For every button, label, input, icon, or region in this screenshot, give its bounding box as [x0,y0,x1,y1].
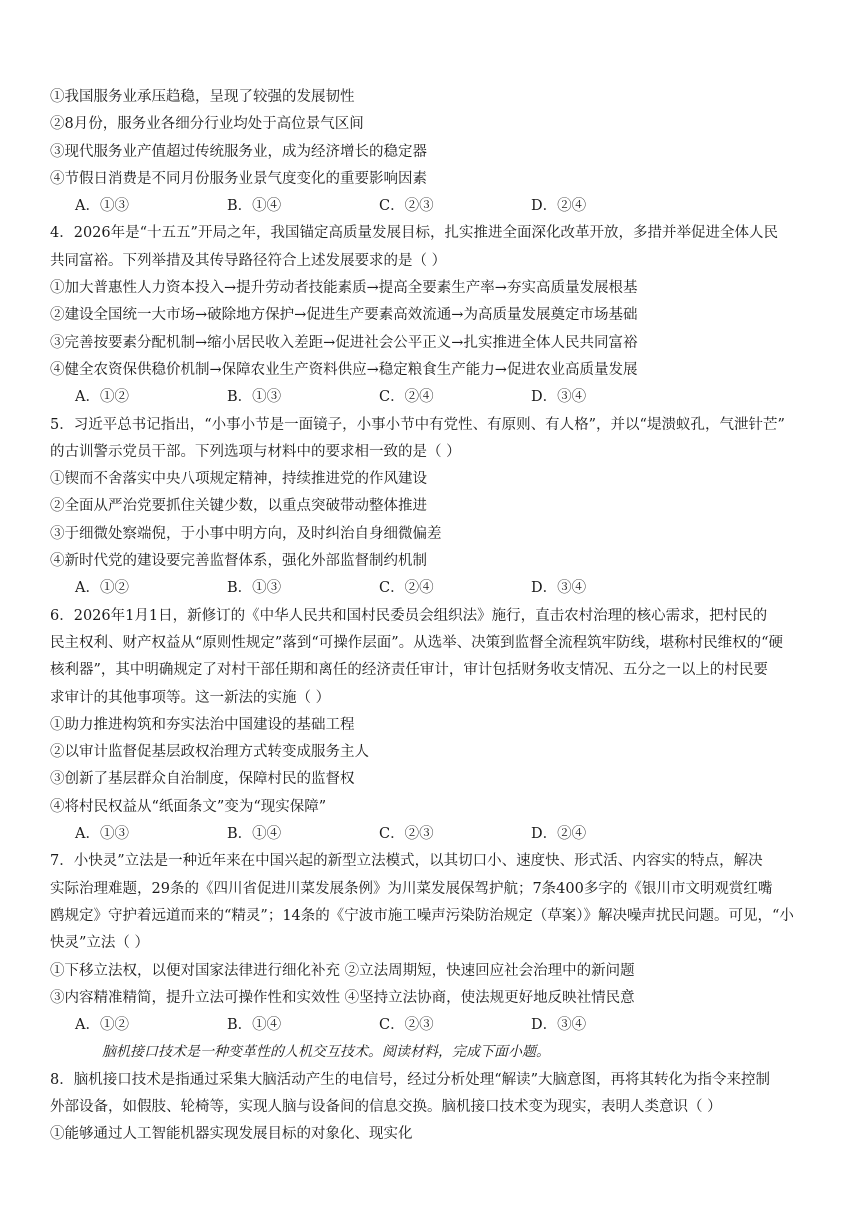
exam-page [50,84,825,1149]
question-5 [50,412,825,603]
option-c: C．②③ [379,826,434,843]
option-a: A．①③ [75,826,129,843]
statements-1-2: ①下移立法权，以便对国家法律进行细化补充 ②立法周期短，快速回应社会治理中的新问题 [50,962,635,979]
question-3-tail [50,84,825,220]
statements-3-4: ③内容精准精简，提升立法可操作性和实效性 ④坚持立法协商，使法规更好地反映社情民意 [50,989,635,1006]
statement-1: ①能够通过人工智能机器实现发展目标的对象化、现实化 [50,1126,413,1143]
answer-options [50,193,825,220]
question-8 [50,1067,825,1149]
question-stem: 快灵”立法（ ） [50,935,150,952]
statement-1: ①助力推进构筑和夯实法治中国建设的基础工程 [50,716,355,733]
statement-2: ②建设全国统一大市场→破除地方保护→促进生产要素高效流通→为高质量发展奠定市场基础 [50,307,638,324]
statement-4: ④节假日消费是不同月份服务业景气度变化的重要影响因素 [50,170,427,187]
question-4 [50,220,825,411]
statement-2: ②8月份，服务业各细分行业均处于高位景气区间 [50,116,364,133]
question-stem: 的古训警示党员干部。下列选项与材料中的要求相一致的是（ ） [50,443,461,460]
option-b: B．①④ [227,1017,282,1034]
option-a: A．①③ [75,198,129,215]
question-stem: 5．习近平总书记指出，“小事小节是一面镜子，小事小节中有党性、有原则、有人格”，并以“堤溃蚁孔，气泄针芒” [50,416,785,433]
option-d: D．③④ [531,1017,587,1034]
option-a: A．①② [75,1017,129,1034]
statement-1: ①锲而不舍落实中央八项规定精神，持续推进党的作风建设 [50,471,427,488]
question-stem: 实际治理难题，29条的《四川省促进川菜发展条例》为川菜发展保驾护航；7条400多字的《银川市文明观赏红嘴 [50,880,773,897]
question-6 [50,603,825,849]
question-stem: 民主权利、财产权益从“原则性规定”落到“可操作层面”。从选举、决策到监督全流程筑牢防线，堪称村民维权的“硬 [50,634,784,651]
option-d: D．②④ [531,826,587,843]
question-stem: 7．小快灵”立法是一种近年来在中国兴起的新型立法模式，以其切口小、速度快、形式活、内容实的特点，解决 [50,853,763,870]
option-d: D．②④ [531,198,587,215]
statement-3: ③现代服务业产值超过传统服务业，成为经济增长的稳定器 [50,143,427,160]
question-stem: 核利器”，其中明确规定了对村干部任期和离任的经济责任审计，审计包括财务收支情况、五分之一以上的村民要 [50,662,768,679]
question-7 [50,848,825,1039]
option-c: C．②③ [379,1017,434,1034]
option-b: B．①③ [227,389,282,406]
option-c: C．②③ [379,198,434,215]
answer-options [50,575,825,602]
statement-1: ①我国服务业承压趋稳，呈现了较强的发展韧性 [50,89,355,105]
question-stem: 4．2026年是“十五五”开局之年，我国锚定高质量发展目标，扎实推进全面深化改革开放，多措并举促进全体人民 [50,225,778,242]
statement-4: ④新时代党的建设要完善监督体系，强化外部监督制约机制 [50,553,427,570]
option-b: B．①④ [227,198,282,215]
question-stem: 6．2026年1月1日，新修订的《中华人民共和国村民委员会组织法》施行，直击农村治理的核心需求，把村民的 [50,607,768,624]
option-b: B．①④ [227,826,282,843]
answer-options [50,1012,825,1039]
statement-4: ④将村民权益从“纸面条文”变为“现实保障” [50,798,327,815]
option-d: D．③④ [531,389,587,406]
statement-4: ④健全农资保供稳价机制→保障农业生产资料供应→稳定粮食生产能力→促进农业高质量发展 [50,361,638,378]
statement-3: ③完善按要素分配机制→缩小居民收入差距→促进社会公平正义→扎实推进全体人民共同富裕 [50,334,638,351]
statement-1: ①加大普惠性人力资本投入→提升劳动者技能素质→提高全要素生产率→夯实高质量发展根基 [50,280,638,297]
question-stem: 鸥规定》守护着远道而来的“精灵”；14条的《宁波市施工噪声污染防治规定（草案）》解决噪声扰民问题。可见，“小 [50,907,794,924]
option-d: D．③④ [531,580,587,597]
answer-options [50,821,825,848]
answer-options [50,384,825,411]
question-stem: 共同富裕。下列举措及其传导路径符合上述发展要求的是（ ） [50,252,447,269]
material-intro: 脑机接口技术是一种变革性的人机交互技术。阅读材料，完成下面小题。 [102,1044,550,1061]
question-stem: 外部设备，如假肢、轮椅等，实现人脑与设备间的信息交换。脑机接口技术变为现实，表明人类意识（ ） [50,1098,722,1115]
option-b: B．①③ [227,580,282,597]
statement-2: ②全面从严治党要抓住关键少数，以重点突破带动整体推进 [50,498,427,515]
statement-3: ③创新了基层群众自治制度，保障村民的监督权 [50,771,355,788]
option-a: A．①② [75,580,129,597]
question-stem: 8．脑机接口技术是指通过采集大脑活动产生的电信号，经过分析处理“解读”大脑意图，再将其转化为指令来控制 [50,1071,771,1088]
question-stem: 求审计的其他事项等。这一新法的实施（ ） [50,689,331,706]
option-c: C．②④ [379,389,434,406]
statement-2: ②以审计监督促基层政权治理方式转变成服务主人 [50,744,369,761]
option-a: A．①② [75,389,129,406]
statement-3: ③于细微处察端倪，于小事中明方向，及时纠治自身细微偏差 [50,525,442,542]
option-c: C．②④ [379,580,434,597]
